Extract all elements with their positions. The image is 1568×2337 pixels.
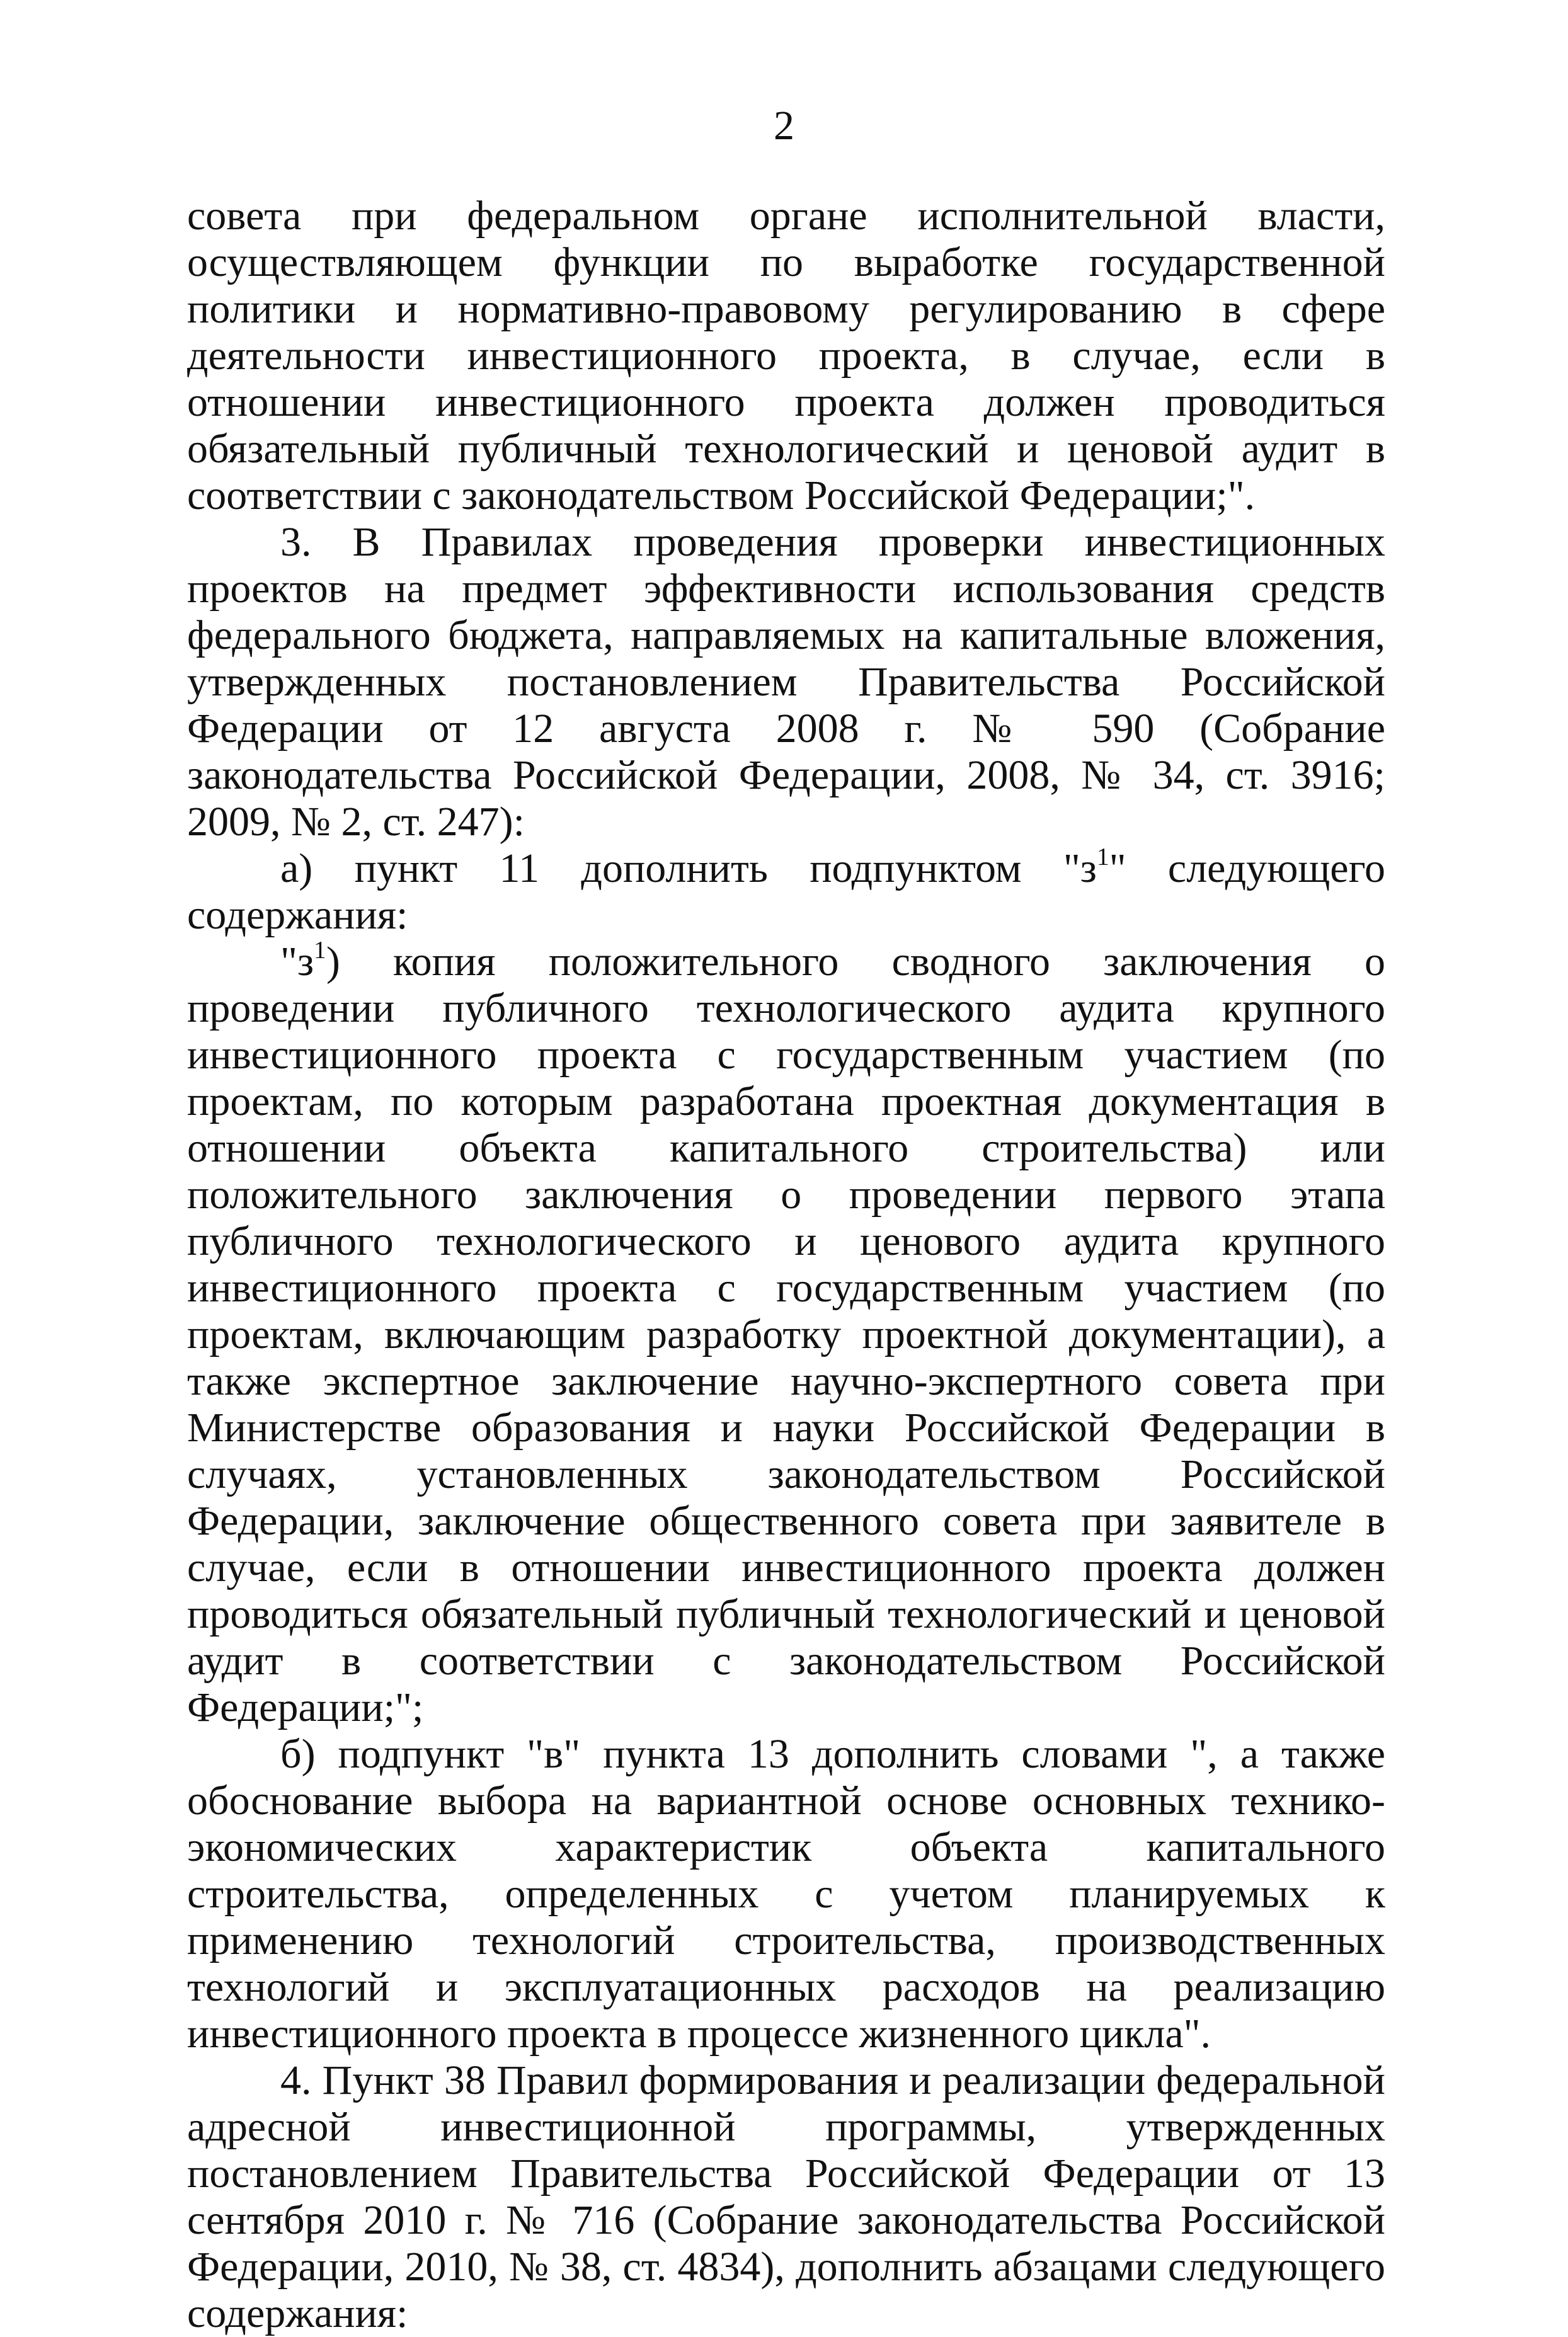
paragraph-continuation: совета при федеральном органе исполнительной власти, осуществляющем функции по выработке государственной политики и нормативно-правовому регулированию в сфере деятельности инвестиционного проекта, в случае, если в отношении инвестиционного проекта должен проводиться обязательный публичный технологический и ценовой аудит в соответствии с законодательством Российской Федерации;". — [187, 193, 1385, 518]
superscript-marker: 1 — [1096, 842, 1109, 871]
quoted-subitem-text: ) копия положительного сводного заключения о проведении публичного технологического аудита крупного инвестиционного проекта с государственным участием (по проектам, по которым разработана проектная документация в отношении объекта капитального строительства) или положительного заключения о проведении первого этапа публичного технологического и ценового аудита крупного инвестиционного проекта с государственным участием (по проектам, включающим разработку проектной документации), а также экспертное заключение научно-экспертного совета при Министерстве образования и науки Российской Федерации в случаях, установленных законодательством Российской Федерации, заключение общественного совета при заявителе в случае, если в отношении инвестиционного проекта должен проводиться обязательный публичный технологический и ценовой аудит в соответствии с законодательством Российской Федерации;"; — [187, 939, 1385, 1730]
document-body — [187, 193, 1385, 2337]
paragraph-subitem-a — [187, 842, 1385, 939]
paragraph-item-4: 4. Пункт 38 Правил формирования и реализации федеральной адресной инвестиционной программы, утвержденных постановлением Правительства Российской Федерации от 13 сентября 2010 г. № 716 (Собрание законодательства Российской Федерации, 2010, № 38, ст. 4834), дополнить абзацами следующего содержания: — [187, 2057, 1385, 2336]
superscript-marker: 1 — [314, 935, 326, 964]
page-number: 2 — [774, 103, 794, 149]
subitem-a-text-end: " следующего содержания: — [187, 845, 1385, 938]
paragraph-subitem-b: б) подпункт "в" пункта 13 дополнить словами ", а также обоснование выбора на вариантной основе основных технико-экономических характеристик объекта капитального строительства, определенных с учетом планируемых к применению технологий строительства, производственных технологий и эксплуатационных расходов на реализацию инвестиционного проекта в процессе жизненного цикла". — [187, 1731, 1385, 2057]
subitem-a-text-start: а) пункт 11 дополнить подпунктом "з — [280, 845, 1097, 891]
paragraph-quoted-subitem-z1 — [187, 935, 1385, 1731]
quoted-subitem-start: "з — [280, 939, 314, 985]
paragraph-item-3: 3. В Правилах проведения проверки инвестиционных проектов на предмет эффективности использования средств федерального бюджета, направляемых на капитальные вложения, утвержденных постановлением Правительства Российской Федерации от 12 августа 2008 г. № 590 (Собрание законодательства Российской Федерации, 2008, № 34, ст. 3916; 2009, № 2, ст. 247): — [187, 519, 1385, 845]
